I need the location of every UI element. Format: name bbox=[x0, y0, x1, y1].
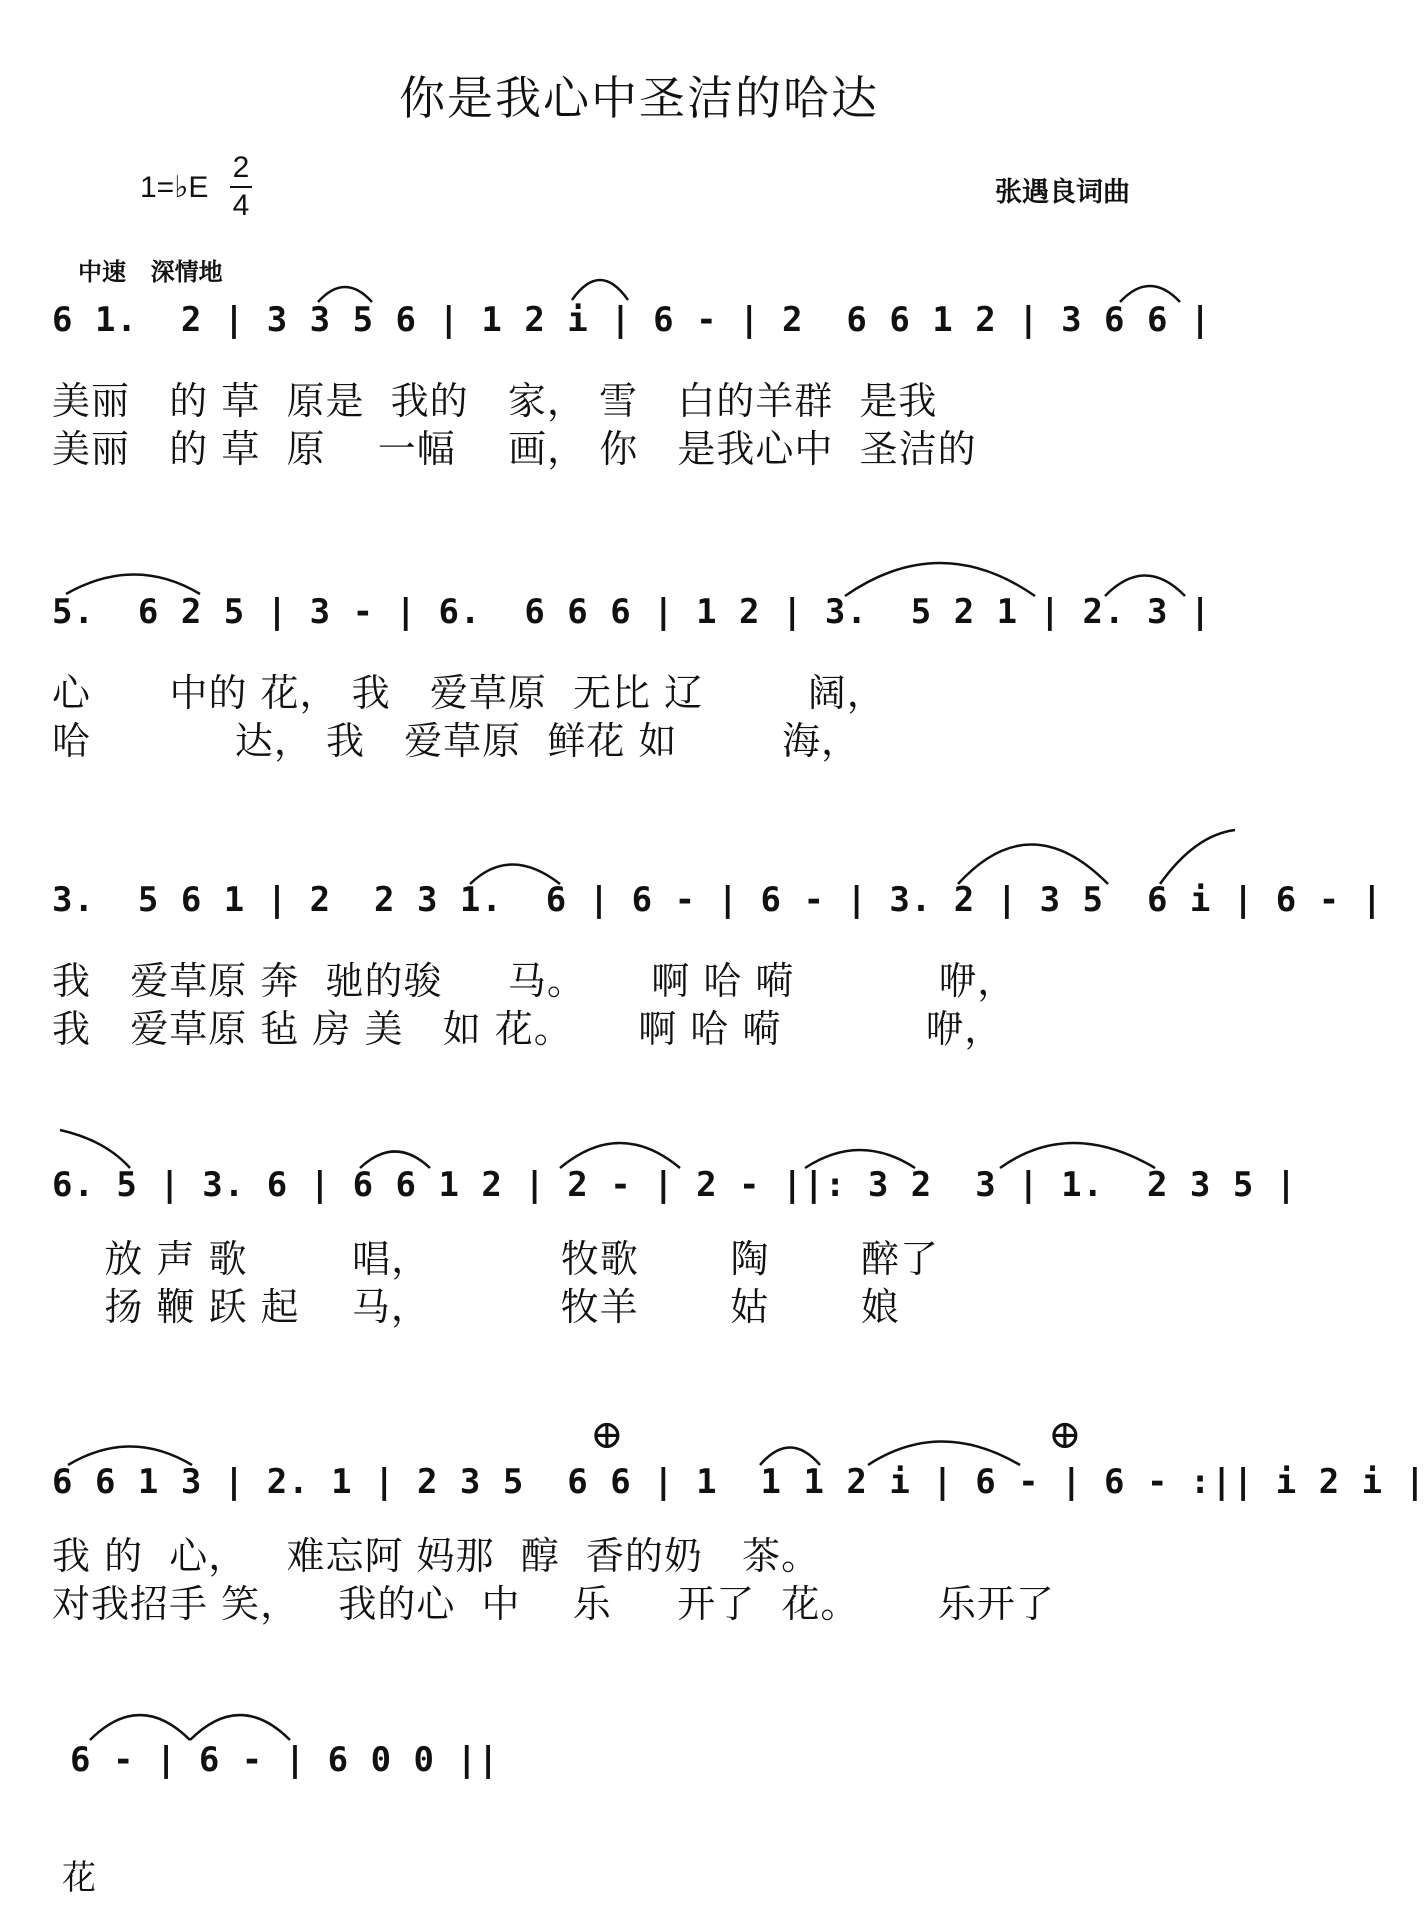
lyrics-line-4-verse-1: 放 声 歌 唱， 牧歌 陶 醉了 bbox=[52, 1237, 940, 1281]
slur bbox=[958, 845, 1108, 885]
notation-line-3: 3. 5 6 1 | 2 2 3 1. 6 | 6 - | 6 - | 3. 2 | 3 5 6 i | 6 - | bbox=[52, 880, 1384, 920]
composer-credit: 张遇良词曲 bbox=[995, 177, 1130, 207]
notation-line-5: 6 6 1 3 | 2. 1 | 2 3 5 6 6 | 1 1 1 2 i | 6 - | 6 - :|| i 2 i | bbox=[52, 1462, 1426, 1502]
coda-sign-2: ⊕ bbox=[1048, 1412, 1082, 1458]
coda-sign-1: ⊕ bbox=[590, 1412, 624, 1458]
lyrics-line-2-verse-1: 心 中的 花， 我 爱草原 无比 辽 阔， bbox=[52, 671, 886, 715]
time-signature bbox=[228, 150, 254, 224]
tempo-marking: 中速 深情地 bbox=[78, 259, 223, 286]
lyrics-line-5-verse-1: 我 的 心， 难忘阿 妈那 醇 香的奶 茶。 bbox=[52, 1534, 821, 1578]
notation-line-4: 6. 5 | 3. 6 | 6 6 1 2 | 2 - | 2 - ||: 3 2 3 | 1. 2 3 5 | bbox=[52, 1165, 1298, 1205]
page-tail-text: 花 bbox=[62, 1858, 96, 1898]
notation-line-2: 5. 6 2 5 | 3 - | 6. 6 6 6 | 1 2 | 3. 5 2 1 | 2. 3 | bbox=[52, 592, 1212, 632]
time-signature-top: 2 bbox=[232, 151, 250, 184]
song-title: 你是我心中圣洁的哈达 bbox=[399, 71, 879, 125]
lyrics-line-3-verse-2: 我 爱草原 毡 房 美 如 花。 啊 哈 嗬 咿， bbox=[52, 1007, 1004, 1051]
lyrics-line-4-verse-2: 扬 鞭 跃 起 马， 牧羊 姑 娘 bbox=[52, 1285, 900, 1329]
lyrics-line-1-verse-2: 美丽 的 草 原 一幅 画， 你 是我心中 圣洁的 bbox=[52, 427, 977, 471]
lyrics-line-2-verse-2: 哈 达， 我 爱草原 鲜花 如 海， bbox=[52, 719, 861, 763]
key-signature: 1=♭E bbox=[140, 171, 209, 204]
lyrics-line-3-verse-1: 我 爱草原 奔 驰的骏 马。 啊 哈 嗬 咿， bbox=[52, 959, 1017, 1003]
slur bbox=[1160, 830, 1235, 884]
lyrics-line-1-verse-1: 美丽 的 草 原是 我的 家， 雪 白的羊群 是我 bbox=[52, 379, 938, 423]
time-signature-bottom: 4 bbox=[232, 189, 250, 222]
notation-line-6: 6 - | 6 - | 6 0 0 || bbox=[70, 1740, 500, 1780]
slur bbox=[190, 1715, 290, 1740]
slur bbox=[60, 1130, 130, 1168]
slur bbox=[90, 1715, 190, 1740]
notation-line-1: 6 1. 2 | 3 3 5 6 | 1 2 i | 6 - | 2 6 6 1 2 | 3 6 6 | bbox=[52, 300, 1212, 340]
lyrics-line-5-verse-2: 对我招手 笑， 我的心 中 乐 开了 花。 乐开了 bbox=[52, 1582, 1055, 1626]
slur bbox=[572, 280, 628, 300]
